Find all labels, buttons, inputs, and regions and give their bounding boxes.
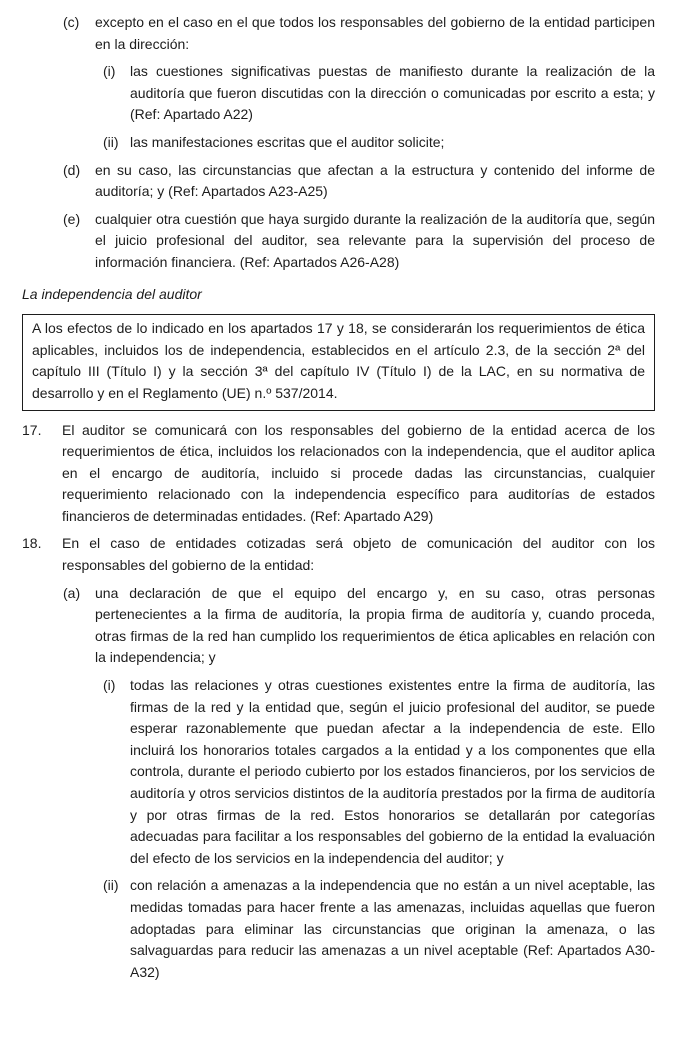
paragraph-18 <box>22 533 655 576</box>
legal-note-box: A los efectos de lo indicado en los apartados 17 y 18, se considerarán los requerimientos de ética aplicables, incluidos los de independencia, establecidos en el artículo 2.3, de la sección 2ª del capítulo III (Título I) y la sección 3ª del capítulo IV (Título I) de la LAC, en su normativa de desarrollo y en el Reglamento (UE) n.º 537/2014. <box>22 314 655 410</box>
list-text-c: excepto en el caso en el que todos los responsables del gobierno de la entidad participen en la dirección: <box>95 14 655 52</box>
list-text-a: una declaración de que el equipo del encargo y, en su caso, otras personas pertenecientes a la firma de auditoría, la propia firma de auditoría y, cuando proceda, otras firmas de la red han cumplido los requerimientos de ética aplicables en relación con la independencia; y <box>95 584 655 666</box>
list-marker-c-i: (i) <box>103 63 116 80</box>
list-item-c-ii <box>22 132 655 154</box>
list-marker-e: (e) <box>63 210 81 227</box>
list-text-a-ii: con relación a amenazas a la independencia que no están a un nivel aceptable, las medidas tomadas para hacer frente a las amenazas, incluidas aquellas que fueron adoptadas para eliminar las circunstancias que originan la amenaza, o las salvaguardas para reducir las amenazas a un nivel aceptable (Ref: Apartados A30-A32) <box>130 877 655 980</box>
list-item-a <box>22 583 655 669</box>
paragraph-number-18: 18. <box>22 535 42 552</box>
list-text-c-i: las cuestiones significativas puestas de manifiesto durante la realización de la auditoría que fueron discutidas con la dirección o comunicadas por escrito a esta; y (Ref: Apartado A22) <box>130 63 655 123</box>
list-item-a-ii <box>22 875 655 983</box>
list-marker-c-ii: (ii) <box>103 133 119 150</box>
paragraph-text-17: El auditor se comunicará con los responsables del gobierno de la entidad acerca de los requerimientos de ética, incluidos los relacionados con la independencia, que el auditor aplica en el encargo de auditoría, incluido si procede dadas las circunstancias, cualquier requerimiento relacionado con la independencia específico para auditorías de estados financieros de determinadas entidades. (Ref: Apartado A29) <box>62 421 655 524</box>
list-text-c-ii: las manifestaciones escritas que el auditor solicite; <box>130 133 445 150</box>
list-item-a-i <box>22 675 655 869</box>
paragraph-number-17: 17. <box>22 421 42 438</box>
list-marker-a: (a) <box>63 584 81 601</box>
paragraph-text-18: En el caso de entidades cotizadas será objeto de comunicación del auditor con los responsables del gobierno de la entidad: <box>62 535 655 574</box>
section-heading-independencia: La independencia del auditor <box>22 285 202 302</box>
list-marker-a-i: (i) <box>103 677 116 694</box>
list-item-c-i <box>22 61 655 126</box>
list-marker-a-ii: (ii) <box>103 877 119 894</box>
list-marker-d: (d) <box>63 161 81 178</box>
list-item-d <box>22 160 655 203</box>
list-text-a-i: todas las relaciones y otras cuestiones existentes entre la firma de auditoría, las firmas de la red y la entidad que, según el juicio profesional del auditor, se puede esperar razonablemente que puedan afectar a la independencia de este. Ello incluirá los honorarios totales cargados a la entidad y a los componentes que ella controla, durante el periodo cubierto por los estados financieros, por los servicios de auditoría y otros servicios distintos de la auditoría prestados por la firma de auditoría y por otras firmas de la red. Estos honorarios se detallarán por categorías adecuadas para facilitar a los responsables del gobierno de la entidad la evaluación del efecto de los servicios en la independencia del auditor; y <box>130 677 655 866</box>
list-text-d: en su caso, las circunstancias que afectan a la estructura y contenido del informe de auditoría; y (Ref: Apartados A23-A25) <box>95 161 655 200</box>
list-item-c <box>22 12 655 55</box>
list-text-e: cualquier otra cuestión que haya surgido durante la realización de la auditoría que, según el juicio profesional del auditor, sea relevante para la supervisión del proceso de información financiera. (Ref: Apartados A26-A28) <box>95 210 655 270</box>
list-marker-c: (c) <box>63 14 80 30</box>
list-item-e <box>22 209 655 274</box>
paragraph-17 <box>22 420 655 528</box>
